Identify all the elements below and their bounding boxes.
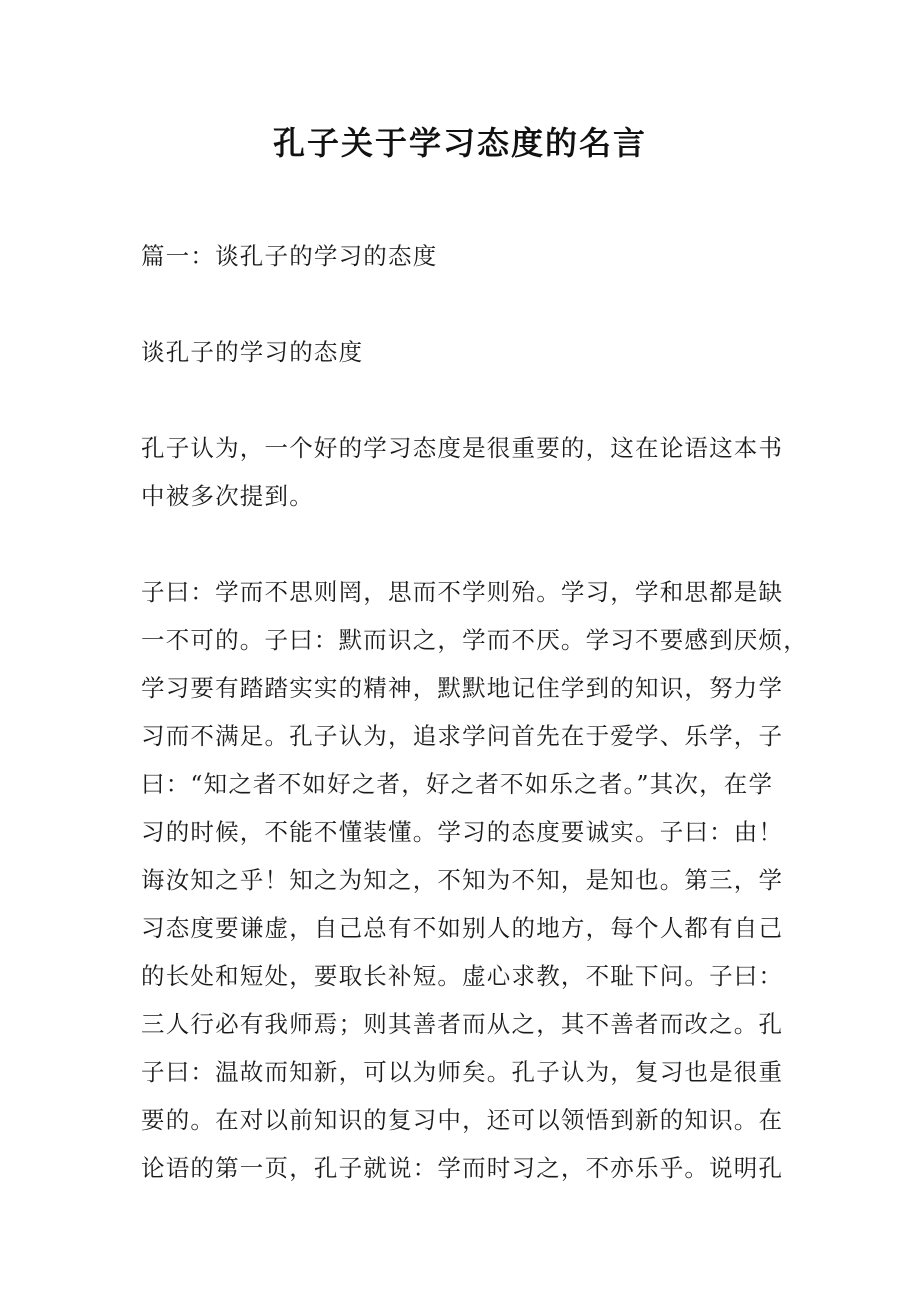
paragraph-line: 曰：“知之者不如好之者，好之者不如乐之者。”其次，在学 (141, 770, 774, 798)
section-subheading-text: 谈孔子的学习的态度 (141, 338, 364, 366)
paragraph-line: 诲汝知之乎！知之为知之，不知为不知，是知也。第三，学 (141, 866, 784, 894)
paragraph-line: 要的。在对以前知识的复习中，还可以领悟到新的知识。在 (141, 1106, 784, 1134)
section-subheading (141, 328, 786, 376)
paragraph-line: 习的时候，不能不懂装懂。学习的态度要诚实。子曰：由！ (141, 818, 784, 846)
section-heading (141, 232, 786, 280)
paragraph-line: 习态度要谦虚，自己总有不如别人的地方，每个人都有自己 (141, 914, 784, 942)
paragraph-line: 学习要有踏踏实实的精神，默默地记住学到的知识，努力学 (141, 674, 784, 702)
document-title: 孔子关于学习态度的名言 (272, 124, 647, 162)
paragraph-intro (141, 424, 786, 520)
paragraph-line: 孔子认为，一个好的学习态度是很重要的，这在论语这本书 (141, 434, 784, 462)
paragraph-line: 三人行必有我师焉；则其善者而从之，其不善者而改之。孔 (141, 1010, 784, 1038)
paragraph-line: 一不可的。子曰：默而识之，学而不厌。学习不要感到厌烦， (141, 626, 808, 654)
paragraph-line: 论语的第一页，孔子就说：学而时习之，不亦乐乎。说明孔 (141, 1154, 784, 1182)
paragraph-line: 习而不满足。孔子认为，追求学问首先在于爱学、乐学，子 (141, 722, 784, 750)
paragraph-line: 中被多次提到。 (141, 482, 314, 510)
paragraph-body (141, 568, 808, 1192)
paragraph-line: 子曰：学而不思则罔，思而不学则殆。学习，学和思都是缺 (141, 578, 784, 606)
section-heading-text: 篇一：谈孔子的学习的态度 (141, 242, 438, 270)
paragraph-line: 子曰：温故而知新，可以为师矣。孔子认为，复习也是很重 (141, 1058, 784, 1086)
paragraph-line: 的长处和短处，要取长补短。虚心求教，不耻下问。子曰： (141, 962, 784, 990)
